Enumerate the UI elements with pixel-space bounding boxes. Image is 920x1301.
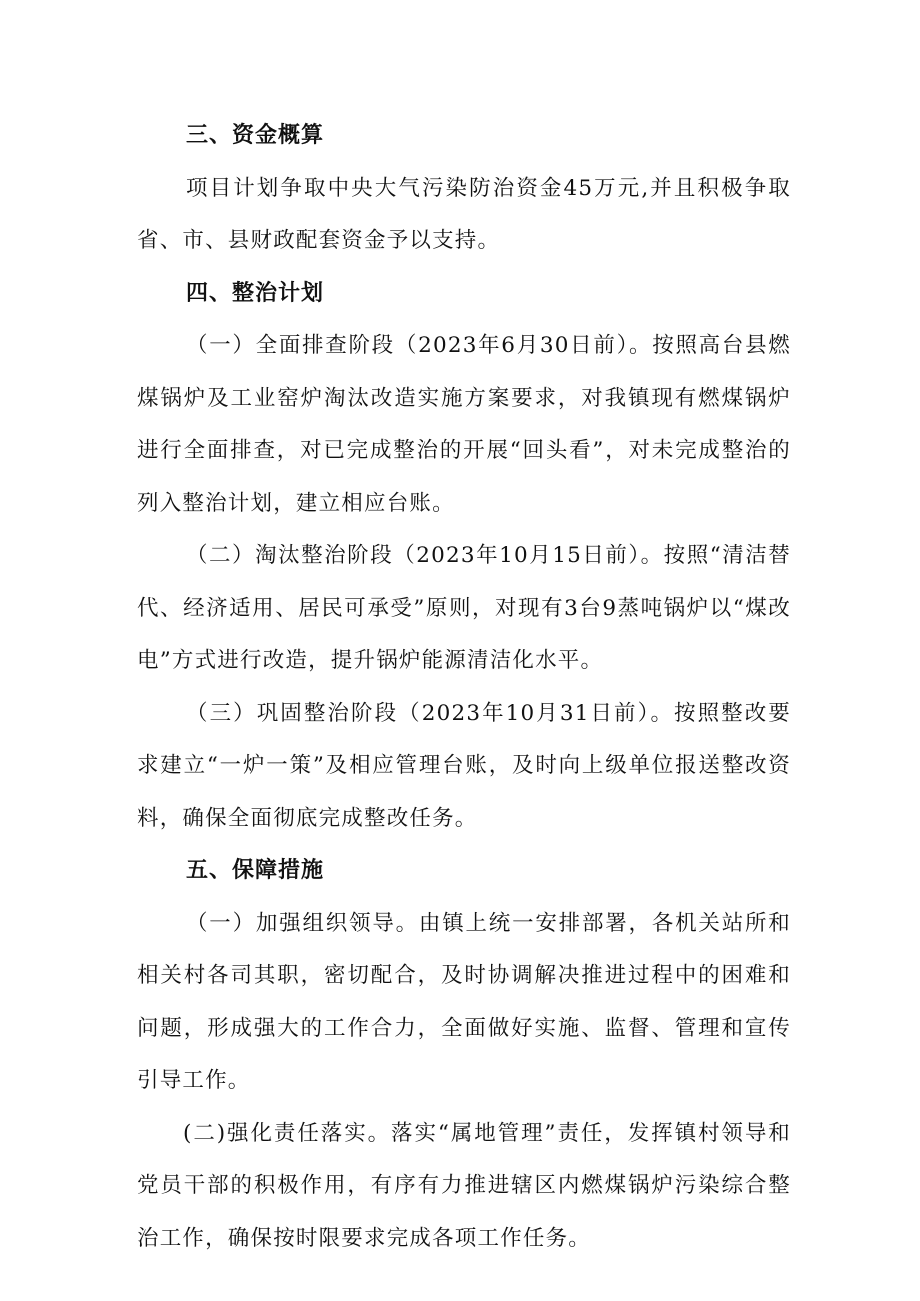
paragraph-plan-stage-2: （二）淘汰整治阶段（2023年10月15日前）。按照“清洁替代、经济适用、居民可承受”原则，对现有3台9蒸吨锅炉以“煤改电”方式进行改造，提升锅炉能源清洁化水平。 (137, 543, 791, 673)
section-heading-plan: 四、整治计划 (186, 280, 325, 306)
section-heading-funding: 三、资金概算 (186, 123, 325, 148)
section-heading-safeguards: 五、保障措施 (186, 858, 325, 883)
paragraph-funding: 项目计划争取中央大气污染防治资金45万元,并且积极争取省、市、县财政配套资金予以支持。 (137, 175, 791, 253)
paragraph-plan-stage-1: （一）全面排查阶段（2023年6月30日前）。按照高台县燃煤锅炉及工业窑炉淘汰改造实施方案要求，对我镇现有燃煤锅炉进行全面排查，对已完成整治的开展“回头看”，对未完成整治的列入整治计划，建立相应台账。 (137, 333, 791, 516)
document-page (137, 110, 791, 1265)
paragraph-safeguard-1: （一）加强组织领导。由镇上统一安排部署，各机关站所和相关村各司其职，密切配合，及时协调解决推进过程中的困难和问题，形成强大的工作合力，全面做好实施、监督、管理和宣传引导工作。 (137, 910, 791, 1093)
paragraph-safeguard-2: (二)强化责任落实。落实“属地管理”责任，发挥镇村领导和党员干部的积极作用，有序有力推进辖区内燃煤锅炉污染综合整治工作，确保按时限要求完成各项工作任务。 (137, 1120, 791, 1251)
paragraph-plan-stage-3: （三）巩固整治阶段（2023年10月31日前）。按照整改要求建立“一炉一策”及相应管理台账，及时向上级单位报送整改资料，确保全面彻底完成整改任务。 (137, 700, 791, 831)
